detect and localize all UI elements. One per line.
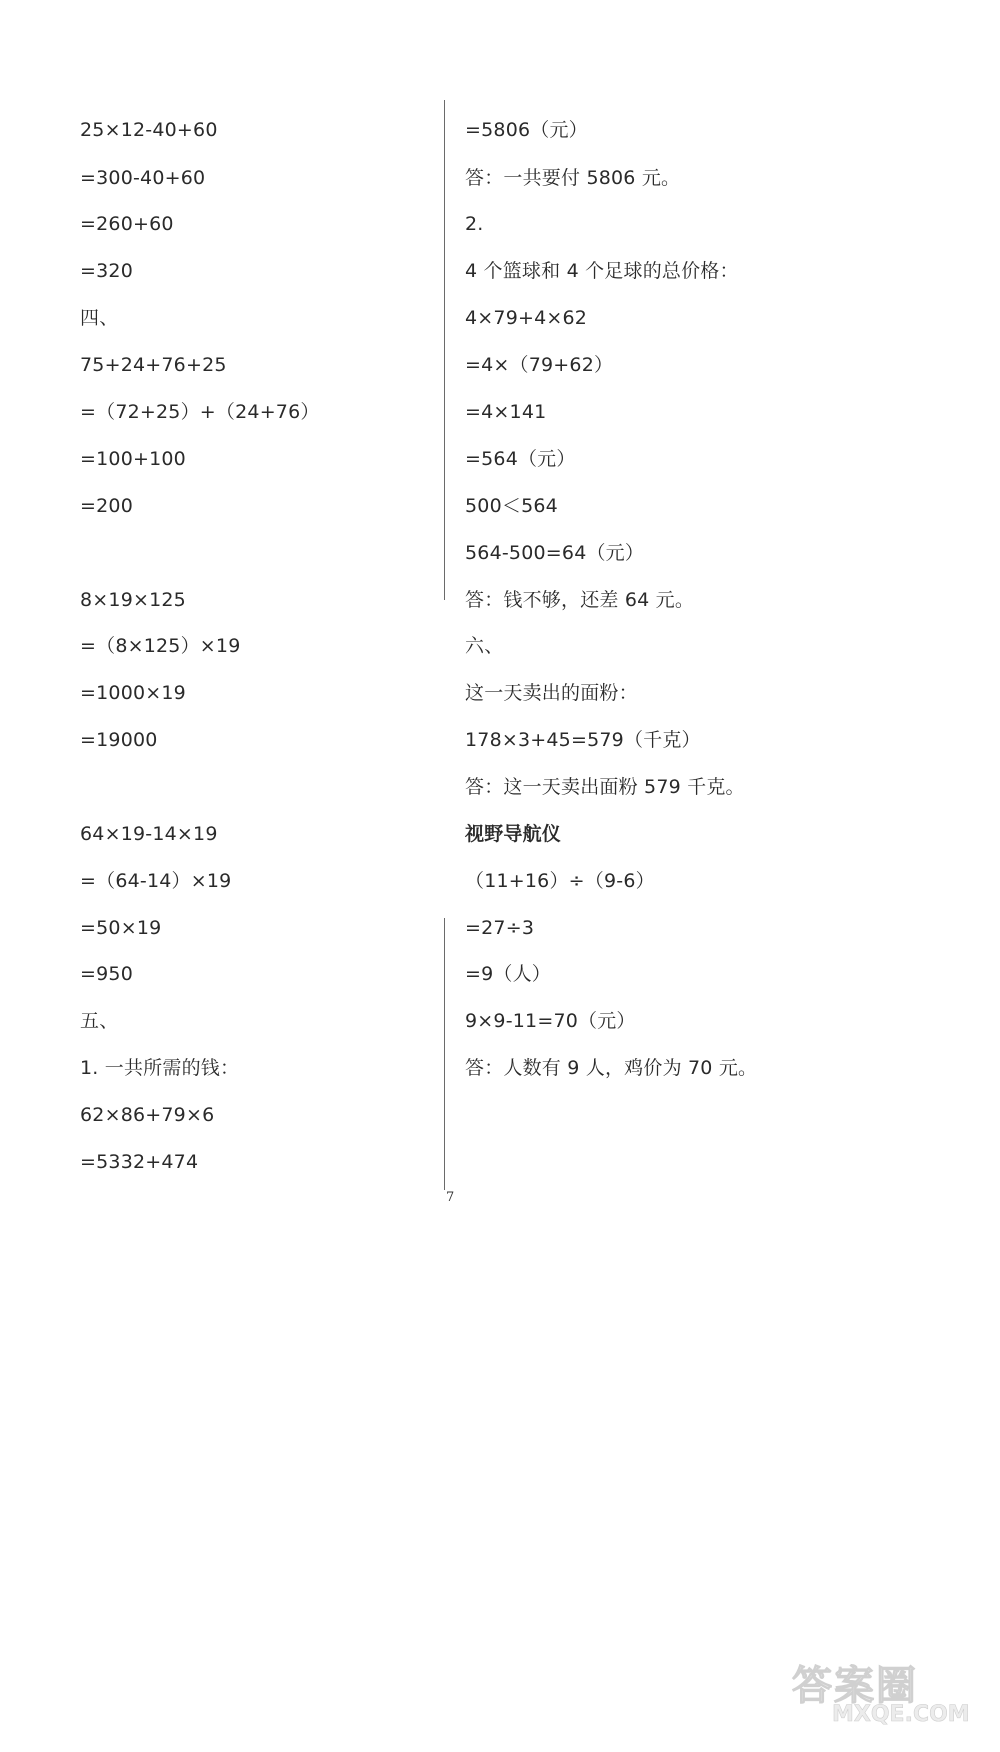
calc-line: =27÷3 (465, 917, 535, 939)
calc-line: =9（人） (465, 963, 552, 985)
watermark-logo (792, 1654, 982, 1734)
answer-line: 答：这一天卖出面粉 579 千克。 (465, 776, 745, 798)
calc-line: =（72+25）+（24+76） (80, 401, 320, 423)
section-heading: 六、 (465, 635, 504, 657)
calc-line: 9×9-11=70（元） (465, 1010, 636, 1032)
calc-line: =260+60 (80, 213, 174, 235)
column-divider (444, 918, 445, 1190)
calc-line: =300-40+60 (80, 167, 206, 189)
calc-line: =4×141 (465, 401, 547, 423)
problem-text: 4 个篮球和 4 个足球的总价格： (465, 260, 739, 282)
watermark-text: 答案圈 (792, 1663, 918, 1709)
calc-line: =5806（元） (465, 119, 588, 141)
calc-line: 8×19×125 (80, 589, 186, 611)
calc-line: =50×19 (80, 917, 162, 939)
calc-line: =950 (80, 963, 133, 985)
calc-line: =19000 (80, 729, 158, 751)
answer-line: 答：钱不够，还差 64 元。 (465, 589, 695, 611)
calc-line: 62×86+79×6 (80, 1104, 215, 1126)
problem-label: 2. (465, 213, 484, 235)
section-heading: 视野导航仪 (465, 823, 562, 845)
calc-line: 4×79+4×62 (465, 307, 588, 329)
calc-line: =5332+474 (80, 1151, 199, 1173)
page-number: 7 (446, 1190, 455, 1205)
calc-line: 25×12-40+60 (80, 119, 218, 141)
watermark-url: MXQE.COM (832, 1702, 970, 1727)
calc-line: =（64-14）×19 (80, 870, 232, 892)
calc-line: =（8×125）×19 (80, 635, 241, 657)
calc-line: =4×（79+62） (465, 354, 614, 376)
answer-line: 答：一共要付 5806 元。 (465, 167, 681, 189)
answer-line: 答：人数有 9 人，鸡价为 70 元。 (465, 1057, 758, 1079)
calc-line: （11+16）÷（9-6） (465, 870, 655, 892)
calc-line: 178×3+45=579（千克） (465, 729, 701, 751)
problem-text: 这一天卖出的面粉： (465, 682, 638, 704)
calc-line: 564-500=64（元） (465, 542, 645, 564)
column-divider (444, 100, 445, 600)
calc-line: =1000×19 (80, 682, 186, 704)
section-heading: 五、 (80, 1010, 119, 1032)
calc-line: =320 (80, 260, 133, 282)
problem-label: 1. 一共所需的钱： (80, 1057, 240, 1079)
calc-line: =564（元） (465, 448, 576, 470)
calc-line: =100+100 (80, 448, 186, 470)
calc-line: 75+24+76+25 (80, 354, 227, 376)
calc-line: 64×19-14×19 (80, 823, 218, 845)
section-heading: 四、 (80, 307, 119, 329)
calc-line: =200 (80, 495, 133, 517)
calc-line: 500＜564 (465, 495, 558, 517)
